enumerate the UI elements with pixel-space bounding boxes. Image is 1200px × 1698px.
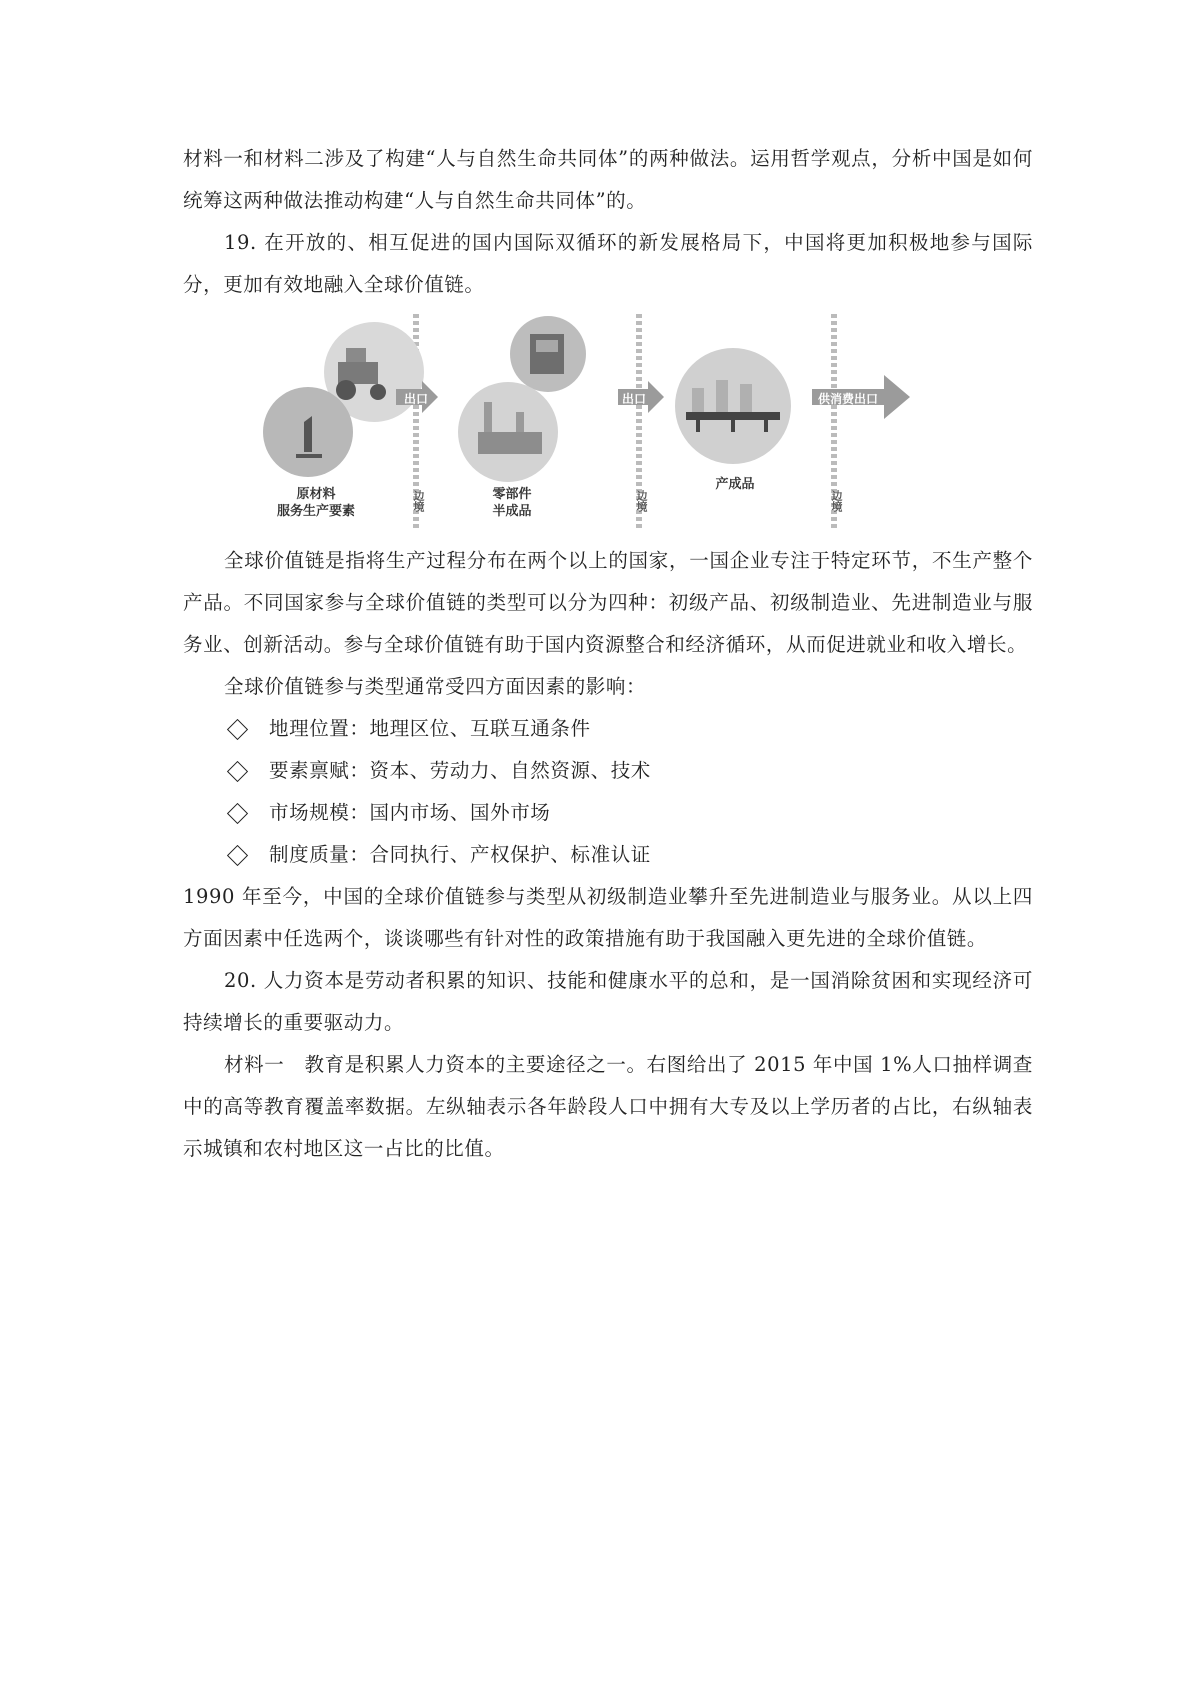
diamond-bullet-icon (227, 760, 248, 781)
question-20-material-1: 材料一 教育是积累人力资本的主要途径之一。右图给出了 2015 年中国 1%人口抽样调查中的高等教育覆盖率数据。左纵轴表示各年龄段人口中拥有大专及以上学历者的占比，右纵轴表示城镇和农村地区这一占比的比值。 (183, 1053, 1033, 1160)
diamond-bullet-icon (227, 802, 248, 823)
question-20-intro: 20. 人力资本是劳动者积累的知识、技能和健康水平的总和，是一国消除贫困和实现经济可持续增长的重要驱动力。 (183, 969, 1033, 1034)
border-2-label: 边境 (635, 490, 648, 512)
stage-1-label: 原材料 服务生产要素 (276, 487, 355, 519)
paragraph-material-question: 材料一和材料二涉及了构建“人与自然生命共同体”的两种做法。运用哲学观点，分析中国是如何统筹这两种做法推动构建“人与自然生命共同体”的。 (183, 147, 1033, 212)
border-1-label: 边境 (412, 490, 425, 512)
arrow-1-label: 出口 (404, 392, 429, 406)
stage-2-label: 零部件 半成品 (492, 487, 532, 519)
border-3-label: 边境 (830, 490, 843, 512)
arrow-2-label: 出口 (622, 392, 647, 406)
factory-icon (478, 432, 542, 454)
question-19-factors-intro: 全球价值链参与类型通常受四方面因素的影响： (224, 675, 647, 698)
factor-item: 制度质量：合同执行、产权保护、标准认证 (183, 834, 1033, 876)
factor-item: 地理位置：地理区位、互联互通条件 (183, 708, 1033, 750)
global-value-chain-figure (246, 314, 926, 534)
conveyor-icon (686, 412, 780, 420)
diamond-bullet-icon (227, 844, 248, 865)
question-19-task: 1990 年至今，中国的全球价值链参与类型从初级制造业攀升至先进制造业与服务业。从以上四方面因素中任选两个，谈谈哪些有针对性的政策措施有助于我国融入更先进的全球价值链。 (183, 885, 1033, 950)
factor-item: 市场规模：国内市场、国外市场 (183, 792, 1033, 834)
question-19-intro: 19. 在开放的、相互促进的国内国际双循环的新发展格局下，中国将更加积极地参与国际分，更加有效地融入全球价值链。 (183, 231, 1033, 296)
question-19-description: 全球价值链是指将生产过程分布在两个以上的国家，一国企业专注于特定环节，不生产整个产品。不同国家参与全球价值链的类型可以分为四种：初级产品、初级制造业、先进制造业与服务业、创新活动。参与全球价值链有助于国内资源整合和经济循环，从而促进就业和收入增长。 (183, 549, 1033, 656)
factor-item: 要素禀赋：资本、劳动力、自然资源、技术 (183, 750, 1033, 792)
stage-3-label: 产成品 (715, 477, 755, 492)
diamond-bullet-icon (227, 718, 248, 739)
document-page (183, 138, 1033, 1170)
arrow-3-label: 供消费出口 (818, 392, 879, 406)
